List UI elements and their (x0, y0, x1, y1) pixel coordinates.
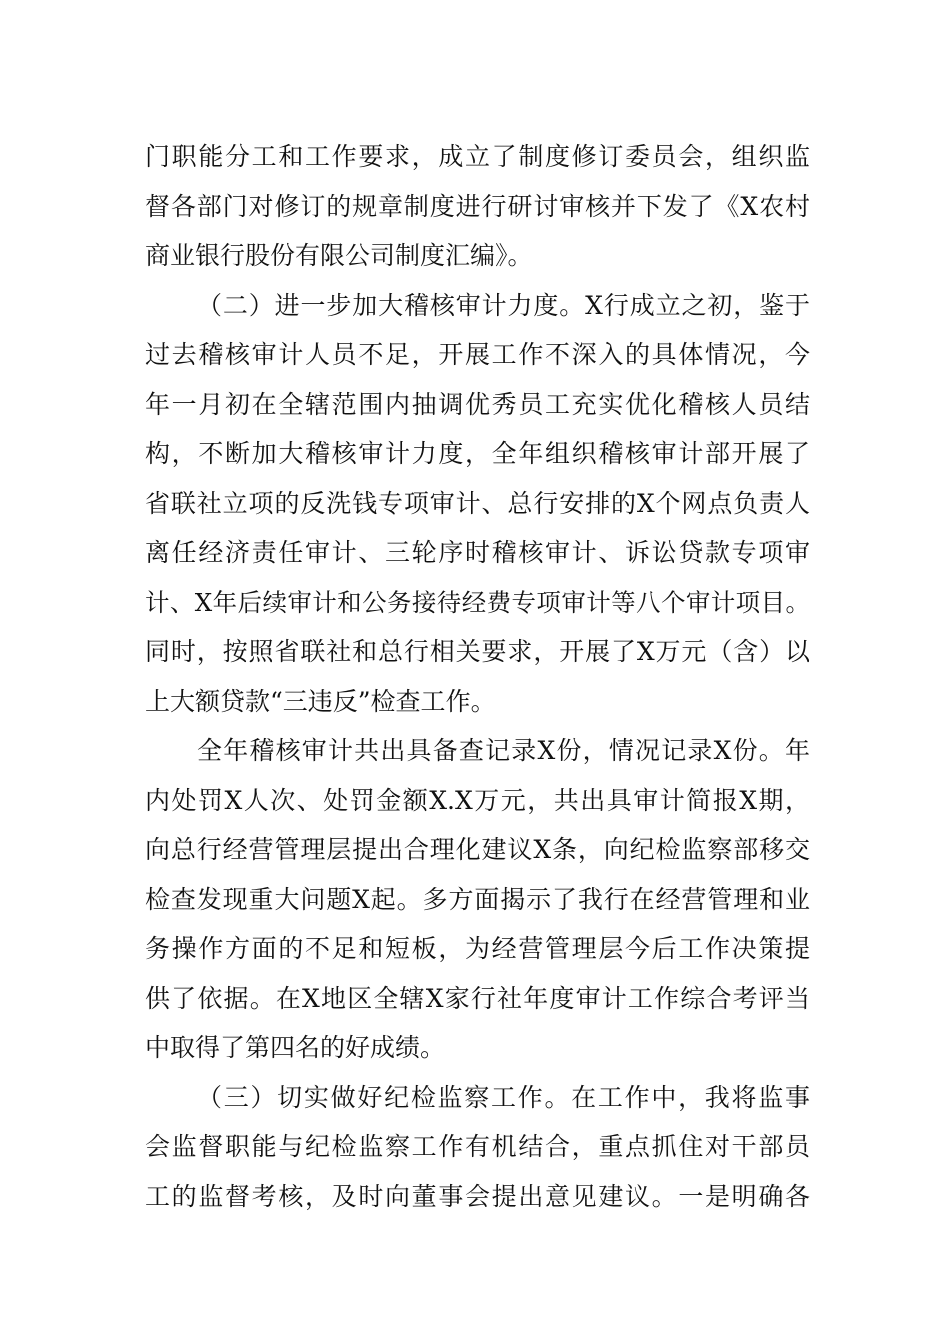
text-line: 商业银行股份有限公司制度汇编》。 (145, 241, 533, 270)
text-line: 构，不断加大稽核审计力度，全年组织稽核审计部开展了 (145, 439, 810, 468)
text-line: 年一月初在全辖范围内抽调优秀员工充实优化稽核人员结 (145, 389, 810, 419)
paragraph-2-first-line: （二）进一步加大稽核审计力度。X行成立之初，鉴于 (197, 290, 810, 320)
paragraph-3-first-line: 全年稽核审计共出具备查记录X份，情况记录X份。年 (197, 736, 810, 765)
text-line: 离任经济责任审计、三轮序时稽核审计、诉讼贷款专项审 (145, 538, 810, 567)
text-line: 省联社立项的反洗钱专项审计、总行安排的X个网点负责人 (145, 488, 810, 518)
text-line: 内处罚X人次、处罚金额X.X万元，共出具审计简报X期， (145, 785, 810, 815)
text-line: 上大额贷款“三违反”检查工作。 (145, 686, 496, 716)
document-body (145, 132, 810, 1221)
text-line: 同时，按照省联社和总行相关要求，开展了X万元（含）以 (145, 637, 810, 666)
text-line: 向总行经营管理层提出合理化建议X条，向纪检监察部移交 (145, 835, 810, 864)
text-line: 工的监督考核，及时向董事会提出意见建议。一是明确各 (145, 1181, 810, 1211)
text-line: 计、X年后续审计和公务接待经费专项审计等八个审计项目。 (145, 587, 810, 617)
text-line: 供了依据。在X地区全辖X家行社年度审计工作综合考评当 (145, 983, 810, 1013)
text-line: 务操作方面的不足和短板，为经营管理层今后工作决策提 (145, 934, 810, 963)
paragraph-4-first-line: （三）切实做好纪检监察工作。在工作中，我将监事 (197, 1082, 810, 1112)
text-line: 督各部门对修订的规章制度进行研讨审核并下发了《X农村 (145, 191, 810, 221)
text-line: 门职能分工和工作要求，成立了制度修订委员会，组织监 (145, 142, 810, 171)
text-line: 会监督职能与纪检监察工作有机结合，重点抓住对干部员 (145, 1132, 810, 1161)
text-line: 检查发现重大问题X起。多方面揭示了我行在经营管理和业 (145, 884, 810, 914)
text-line: 过去稽核审计人员不足，开展工作不深入的具体情况，今 (145, 340, 810, 369)
text-line: 中取得了第四名的好成绩。 (145, 1033, 446, 1062)
